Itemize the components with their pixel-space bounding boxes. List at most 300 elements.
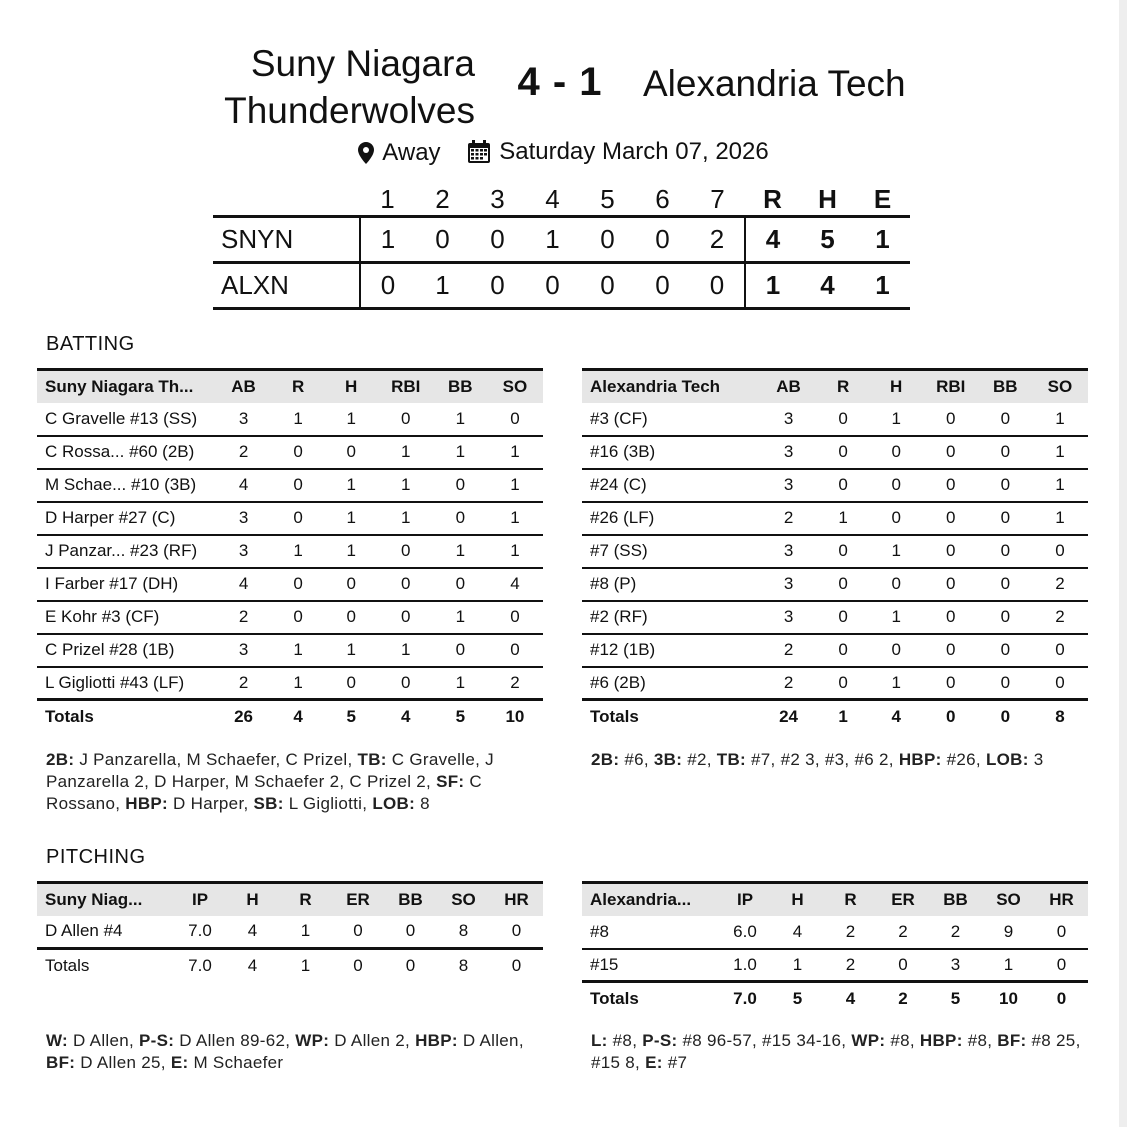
totals-cell: 0: [923, 700, 979, 733]
player-name: D Allen #4: [37, 916, 174, 949]
runs-header: R: [763, 184, 782, 214]
stat-cell: 0: [923, 634, 979, 667]
col-header-bb: BB: [434, 370, 487, 403]
player-name: J Panzar... #23 (RF): [37, 535, 216, 568]
stat-cell: 2: [761, 502, 817, 535]
table-row: [582, 403, 1088, 436]
note-label: L:: [591, 1031, 608, 1050]
inning-score: 1: [525, 217, 580, 263]
stat-cell: 0: [272, 436, 325, 469]
totals-cell: 4: [272, 700, 325, 733]
col-header-h: H: [771, 883, 824, 916]
table-row: [37, 403, 543, 436]
stat-cell: 1: [982, 949, 1035, 982]
table-row: [582, 535, 1088, 568]
stat-cell: 0: [979, 469, 1032, 502]
totals-cell: 1: [279, 949, 332, 982]
stat-cell: 2: [216, 436, 272, 469]
inning-score: 0: [360, 263, 415, 309]
stat-cell: 2: [487, 667, 543, 700]
stat-cell: 1: [272, 535, 325, 568]
totals-cell: 10: [487, 700, 543, 733]
col-header-hr: HR: [490, 883, 543, 916]
table-row: [37, 634, 543, 667]
location-text: Away: [382, 139, 441, 166]
stat-cell: 2: [877, 916, 929, 949]
inning-score: 0: [580, 217, 635, 263]
totals-label: Totals: [582, 700, 761, 733]
note-text: C Rossano,: [46, 772, 483, 813]
stat-cell: 3: [216, 502, 272, 535]
totals-cell: 24: [761, 700, 817, 733]
note-label: SF:: [436, 772, 465, 791]
stat-cell: 0: [979, 535, 1032, 568]
runs-total: 4: [745, 217, 800, 263]
totals-cell: 8: [1032, 700, 1088, 733]
stat-cell: 0: [434, 469, 487, 502]
table-row: [37, 916, 543, 949]
stat-cell: 1: [378, 634, 434, 667]
col-header-bb: BB: [979, 370, 1032, 403]
calendar-icon: [467, 140, 491, 164]
stat-cell: 0: [870, 502, 923, 535]
note-text: #7, #2 3, #3, #6 2,: [746, 750, 899, 769]
player-name: #12 (1B): [582, 634, 761, 667]
totals-cell: 5: [929, 982, 982, 1015]
stat-cell: 0: [487, 601, 543, 634]
inning-header: 6: [655, 184, 670, 214]
player-name: L Gigliotti #43 (LF): [37, 667, 216, 700]
batting-team-header: Suny Niagara Th...: [37, 370, 216, 403]
stat-cell: 1: [817, 502, 870, 535]
stat-cell: 1: [279, 916, 332, 949]
stat-cell: 0: [325, 436, 378, 469]
stat-cell: 1: [1032, 469, 1088, 502]
stat-cell: 3: [929, 949, 982, 982]
stat-cell: 3: [761, 601, 817, 634]
stat-cell: 4: [226, 916, 279, 949]
note-text: #7: [662, 1053, 688, 1072]
note-label: 2B:: [46, 750, 75, 769]
note-label: P-S:: [642, 1031, 678, 1050]
stat-cell: 0: [325, 568, 378, 601]
stat-cell: 1: [434, 436, 487, 469]
col-header-h: H: [870, 370, 923, 403]
table-row: [582, 634, 1088, 667]
stat-cell: 0: [1032, 535, 1088, 568]
stat-cell: 0: [272, 502, 325, 535]
home-team-name: [190, 40, 475, 134]
col-header-ab: AB: [761, 370, 817, 403]
note-label: SB:: [253, 794, 284, 813]
linescore-team: SNYN: [213, 217, 360, 263]
totals-row: [37, 949, 543, 982]
stat-cell: 1: [1032, 436, 1088, 469]
totals-cell: 7.0: [719, 982, 771, 1015]
stat-cell: 0: [817, 469, 870, 502]
stat-cell: 0: [979, 634, 1032, 667]
note-label: 3B:: [653, 750, 683, 769]
totals-cell: 5: [771, 982, 824, 1015]
stat-cell: 0: [332, 916, 384, 949]
stat-cell: 1: [487, 535, 543, 568]
inning-score: 0: [470, 263, 525, 309]
note-text: #8,: [607, 1031, 643, 1050]
note-text: 3: [1028, 750, 1044, 769]
note-text: #26,: [941, 750, 986, 769]
player-name: C Rossa... #60 (2B): [37, 436, 216, 469]
stat-cell: 1: [434, 601, 487, 634]
stat-cell: 1: [325, 502, 378, 535]
col-header-ip: IP: [719, 883, 771, 916]
col-header-r: R: [279, 883, 332, 916]
note-text: J Panzarella, M Schaefer, C Prizel,: [74, 750, 358, 769]
totals-cell: 4: [824, 982, 877, 1015]
errors-total: 1: [855, 263, 910, 309]
stat-cell: 0: [870, 568, 923, 601]
stat-cell: 1: [325, 469, 378, 502]
stat-cell: 0: [923, 667, 979, 700]
col-header-r: R: [824, 883, 877, 916]
totals-cell: 7.0: [174, 949, 226, 982]
stat-cell: 0: [979, 502, 1032, 535]
stat-cell: 0: [434, 634, 487, 667]
stat-cell: 0: [870, 436, 923, 469]
note-label: WP:: [295, 1031, 330, 1050]
stat-cell: 2: [1032, 601, 1088, 634]
stat-cell: 0: [378, 601, 434, 634]
pitching-section-title: PITCHING: [46, 846, 146, 868]
stat-cell: 1: [487, 469, 543, 502]
stat-cell: 0: [384, 916, 437, 949]
note-label: W:: [46, 1031, 68, 1050]
col-header-hr: HR: [1035, 883, 1088, 916]
col-header-r: R: [817, 370, 870, 403]
totals-cell: 1: [817, 700, 870, 733]
stat-cell: 0: [434, 568, 487, 601]
stat-cell: 2: [824, 916, 877, 949]
player-name: #3 (CF): [582, 403, 761, 436]
table-row: [582, 436, 1088, 469]
player-name: C Prizel #28 (1B): [37, 634, 216, 667]
pitching-table-away: [582, 881, 1088, 1015]
col-header-er: ER: [877, 883, 929, 916]
stat-cell: 3: [216, 535, 272, 568]
stat-cell: 1: [272, 403, 325, 436]
location-info: [358, 139, 440, 167]
batting-notes-away: [591, 749, 1091, 771]
stat-cell: 2: [929, 916, 982, 949]
totals-cell: 4: [378, 700, 434, 733]
stat-cell: 2: [824, 949, 877, 982]
totals-cell: 8: [437, 949, 490, 982]
stat-cell: 0: [1032, 634, 1088, 667]
totals-cell: 4: [870, 700, 923, 733]
inning-score: 0: [470, 217, 525, 263]
stat-cell: 3: [761, 469, 817, 502]
stat-cell: 0: [817, 634, 870, 667]
player-name: #16 (3B): [582, 436, 761, 469]
stat-cell: 1: [771, 949, 824, 982]
note-text: M Schaefer: [188, 1053, 284, 1072]
runs-total: 1: [745, 263, 800, 309]
note-label: LOB:: [985, 750, 1029, 769]
table-row: [582, 949, 1088, 982]
totals-cell: 5: [325, 700, 378, 733]
stat-cell: 0: [817, 403, 870, 436]
note-label: HBP:: [898, 750, 942, 769]
inning-score: 0: [635, 263, 690, 309]
stat-cell: 2: [761, 634, 817, 667]
stat-cell: 0: [272, 469, 325, 502]
totals-row: [582, 700, 1088, 733]
stat-cell: 0: [979, 436, 1032, 469]
inning-score: 1: [415, 263, 470, 309]
batting-notes-home: [46, 749, 546, 815]
note-label: 2B:: [591, 750, 620, 769]
totals-label: Totals: [582, 982, 719, 1015]
stat-cell: 1: [378, 436, 434, 469]
player-name: I Farber #17 (DH): [37, 568, 216, 601]
note-text: #6,: [619, 750, 654, 769]
stat-cell: 0: [434, 502, 487, 535]
pitching-notes-away: [591, 1030, 1091, 1074]
stat-cell: 0: [378, 667, 434, 700]
stat-cell: 2: [1032, 568, 1088, 601]
player-name: #7 (SS): [582, 535, 761, 568]
stat-cell: 0: [378, 535, 434, 568]
col-header-ab: AB: [216, 370, 272, 403]
note-label: WP:: [851, 1031, 886, 1050]
linescore-team: ALXN: [213, 263, 360, 309]
totals-cell: 5: [434, 700, 487, 733]
hits-header: H: [818, 184, 837, 214]
stat-cell: 0: [325, 601, 378, 634]
table-row: [37, 436, 543, 469]
col-header-bb: BB: [929, 883, 982, 916]
batting-header-row: [582, 370, 1088, 403]
note-text: D Allen,: [68, 1031, 140, 1050]
totals-row: [582, 982, 1088, 1015]
home-team-name-line2: Thunderwolves: [224, 90, 475, 131]
table-row: [582, 502, 1088, 535]
inning-header: 2: [435, 184, 450, 214]
note-text: D Allen 2,: [329, 1031, 416, 1050]
totals-cell: 4: [226, 949, 279, 982]
pitching-notes-home: [46, 1030, 546, 1074]
linescore-row-away: [213, 263, 910, 309]
final-score: 4 - 1: [517, 60, 603, 104]
stat-cell: 1: [870, 601, 923, 634]
inning-header: 5: [600, 184, 615, 214]
linescore-header-row: [213, 184, 910, 217]
stat-cell: 0: [923, 568, 979, 601]
col-header-rbi: RBI: [378, 370, 434, 403]
inning-score: 0: [580, 263, 635, 309]
table-row: [582, 568, 1088, 601]
note-label: HBP:: [125, 794, 169, 813]
note-text: #8,: [885, 1031, 920, 1050]
stat-cell: 3: [216, 634, 272, 667]
stat-cell: 4: [216, 568, 272, 601]
stat-cell: 1: [434, 667, 487, 700]
stat-cell: 1: [487, 502, 543, 535]
stat-cell: 0: [923, 436, 979, 469]
player-name: #26 (LF): [582, 502, 761, 535]
game-meta: [0, 138, 1127, 171]
inning-score: 0: [525, 263, 580, 309]
stat-cell: 0: [1035, 949, 1088, 982]
batting-team-header: Alexandria Tech: [582, 370, 761, 403]
stat-cell: 2: [761, 667, 817, 700]
note-text: D Harper,: [168, 794, 254, 813]
stat-cell: 1: [870, 667, 923, 700]
stat-cell: 0: [490, 916, 543, 949]
stat-cell: 0: [870, 469, 923, 502]
col-header-so: SO: [982, 883, 1035, 916]
table-row: [37, 502, 543, 535]
stat-cell: 0: [923, 535, 979, 568]
stat-cell: 4: [771, 916, 824, 949]
note-label: HBP:: [919, 1031, 963, 1050]
pitching-header-row: [582, 883, 1088, 916]
note-text: D Allen,: [457, 1031, 524, 1050]
stat-cell: 4: [216, 469, 272, 502]
date-info: [467, 138, 769, 166]
stat-cell: 1: [1032, 403, 1088, 436]
note-label: E:: [645, 1053, 663, 1072]
note-text: #8 25, #15 8,: [591, 1031, 1081, 1072]
stat-cell: 6.0: [719, 916, 771, 949]
totals-cell: 0: [490, 949, 543, 982]
note-text: D Allen 25,: [75, 1053, 171, 1072]
pitching-team-header: Suny Niag...: [37, 883, 174, 916]
player-name: C Gravelle #13 (SS): [37, 403, 216, 436]
player-name: #8: [582, 916, 719, 949]
note-text: L Gigliotti,: [283, 794, 373, 813]
note-label: BF:: [997, 1031, 1027, 1050]
table-row: [37, 535, 543, 568]
stat-cell: 1: [870, 535, 923, 568]
batting-header-row: [37, 370, 543, 403]
batting-table-away: [582, 368, 1088, 733]
inning-header: 3: [490, 184, 505, 214]
stat-cell: 0: [979, 403, 1032, 436]
stat-cell: 0: [979, 568, 1032, 601]
stat-cell: 3: [761, 403, 817, 436]
inning-header: 7: [710, 184, 725, 214]
stat-cell: 1: [1032, 502, 1088, 535]
table-row: [582, 601, 1088, 634]
inning-score: 1: [360, 217, 415, 263]
note-text: #8 96-57, #15 34-16,: [677, 1031, 852, 1050]
player-name: #6 (2B): [582, 667, 761, 700]
hits-total: 5: [800, 217, 855, 263]
linescore-table: [213, 184, 910, 310]
table-row: [37, 667, 543, 700]
stat-cell: 4: [487, 568, 543, 601]
totals-label: Totals: [37, 700, 216, 733]
location-pin-icon: [358, 142, 374, 164]
stat-cell: 0: [817, 535, 870, 568]
stat-cell: 9: [982, 916, 1035, 949]
stat-cell: 0: [817, 601, 870, 634]
inning-score: 2: [690, 217, 745, 263]
stat-cell: 0: [870, 634, 923, 667]
totals-label: Totals: [37, 949, 174, 982]
stat-cell: 0: [923, 469, 979, 502]
stat-cell: 1: [272, 634, 325, 667]
stat-cell: 1: [272, 667, 325, 700]
col-header-rbi: RBI: [923, 370, 979, 403]
stat-cell: 0: [1035, 916, 1088, 949]
table-row: [582, 667, 1088, 700]
stat-cell: 0: [817, 568, 870, 601]
col-header-er: ER: [332, 883, 384, 916]
totals-cell: 26: [216, 700, 272, 733]
col-header-so: SO: [1032, 370, 1088, 403]
table-row: [582, 916, 1088, 949]
stat-cell: 0: [979, 667, 1032, 700]
totals-cell: 0: [1035, 982, 1088, 1015]
stat-cell: 2: [216, 601, 272, 634]
note-text: 8: [415, 794, 430, 813]
linescore-row-home: [213, 217, 910, 263]
stat-cell: 1: [325, 403, 378, 436]
errors-header: E: [873, 184, 892, 214]
stat-cell: 0: [817, 436, 870, 469]
stat-cell: 1: [870, 403, 923, 436]
note-label: TB:: [357, 750, 387, 769]
table-row: [582, 469, 1088, 502]
pitching-team-header: Alexandria...: [582, 883, 719, 916]
errors-total: 1: [855, 217, 910, 263]
stat-cell: 0: [979, 601, 1032, 634]
batting-table-home: [37, 368, 543, 733]
stat-cell: 0: [378, 568, 434, 601]
note-label: E:: [170, 1053, 189, 1072]
date-text: Saturday March 07, 2026: [499, 138, 769, 165]
stat-cell: 0: [923, 502, 979, 535]
totals-cell: 2: [877, 982, 929, 1015]
stat-cell: 0: [487, 403, 543, 436]
stat-cell: 1: [325, 535, 378, 568]
pitching-table-home: [37, 881, 543, 982]
player-name: #8 (P): [582, 568, 761, 601]
stat-cell: 0: [272, 568, 325, 601]
note-label: LOB:: [372, 794, 416, 813]
table-row: [37, 469, 543, 502]
totals-cell: 10: [982, 982, 1035, 1015]
inning-header: 4: [545, 184, 560, 214]
stat-cell: 1.0: [719, 949, 771, 982]
stat-cell: 0: [325, 667, 378, 700]
stat-cell: 1: [378, 502, 434, 535]
linescore-team-header: [213, 184, 360, 217]
player-name: #24 (C): [582, 469, 761, 502]
player-name: #15: [582, 949, 719, 982]
col-header-ip: IP: [174, 883, 226, 916]
stat-cell: 0: [817, 667, 870, 700]
hits-total: 4: [800, 263, 855, 309]
stat-cell: 0: [1032, 667, 1088, 700]
col-header-r: R: [272, 370, 325, 403]
inning-score: 0: [415, 217, 470, 263]
note-label: BF:: [46, 1053, 76, 1072]
note-label: TB:: [716, 750, 747, 769]
note-text: #2,: [682, 750, 717, 769]
pitching-header-row: [37, 883, 543, 916]
